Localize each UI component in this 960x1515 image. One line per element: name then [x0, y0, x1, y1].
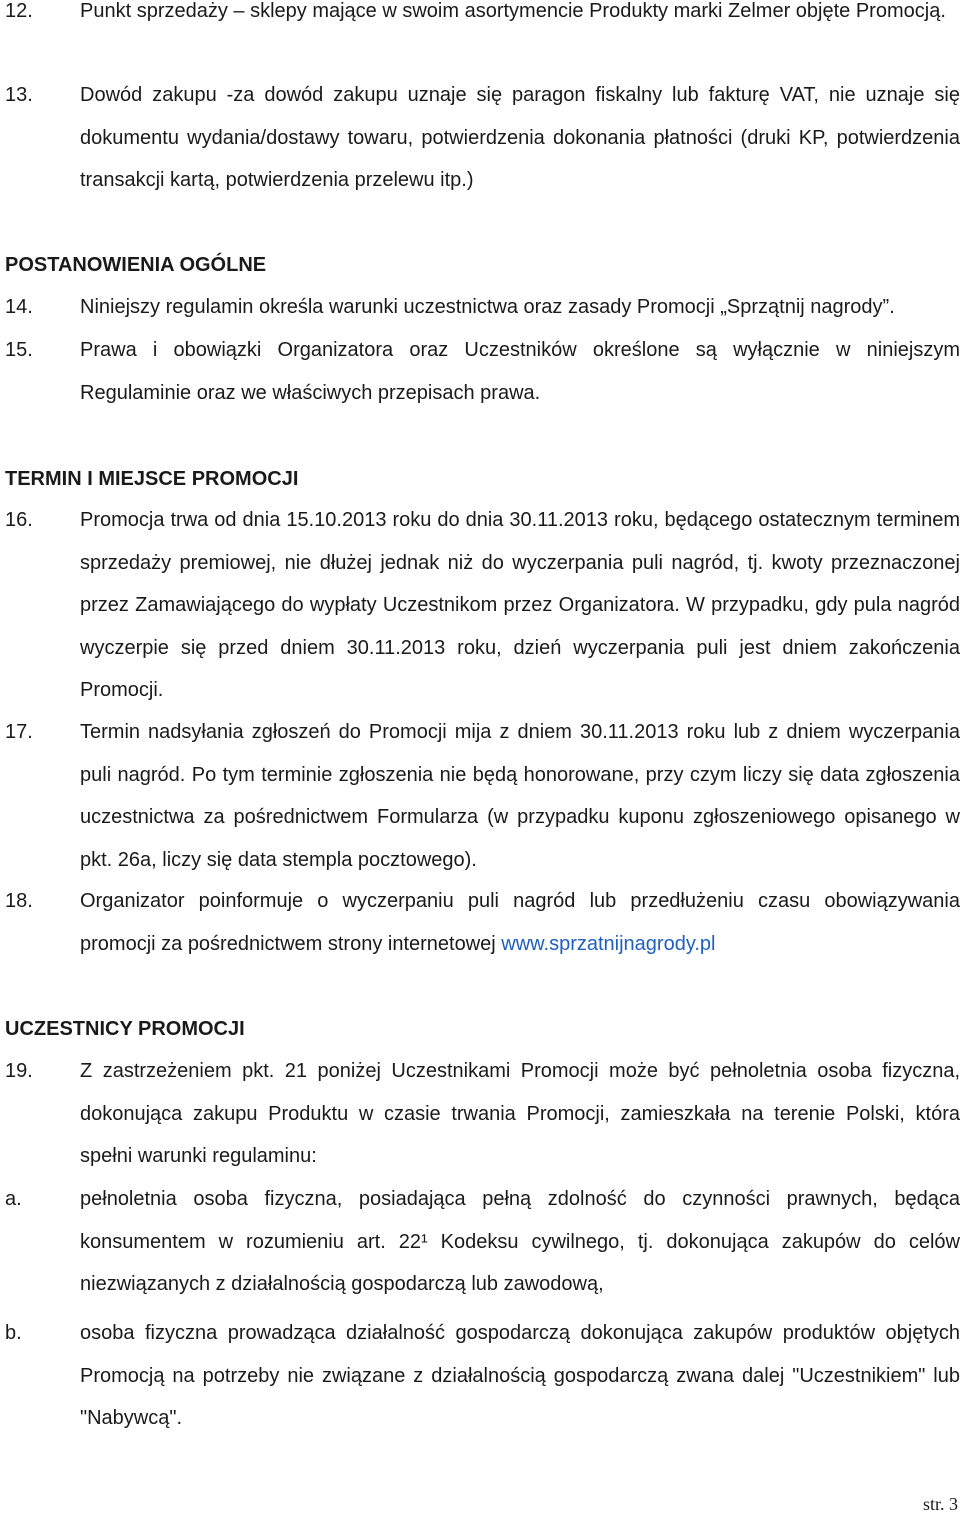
item-text: Niniejszy regulamin określa warunki uczestnictwa oraz zasady Promocji „Sprzątnij nagrody”.	[80, 296, 895, 318]
item-number: 15.	[5, 339, 33, 361]
item-text: Termin nadsyłania zgłoszeń do Promocji mija z dniem 30.11.2013 roku lub z dniem wyczerpania puli nagród. Po tym terminie zgłoszenia nie będą honorowane, przy czym liczy się data zgłoszenia uczestnictwa za pośrednictwem Formularza (w przypadku kuponu zgłoszeniowego opisanego w pkt. 26a, liczy się data stempla pocztowego).	[80, 721, 960, 871]
item-number: 17.	[5, 721, 33, 743]
item-letter: b.	[5, 1322, 22, 1344]
item-text-body: Organizator poinformuje o wyczerpaniu puli nagród lub przedłużeniu czasu obowiązywania promocji za pośrednictwem strony internetowej	[80, 890, 960, 955]
section-heading-uczestnicy: UCZESTNICY PROMOCJI	[5, 1018, 245, 1040]
item-text: osoba fizyczna prowadząca działalność gospodarczą dokonująca zakupów produktów objętych Promocją na potrzeby nie związane z działalnością gospodarczą zwana dalej "Uczestnikiem" lub "Nabywcą".	[80, 1322, 960, 1429]
website-link[interactable]: www.sprzatnijnagrody.pl	[501, 932, 716, 955]
item-letter: a.	[5, 1188, 22, 1210]
section-heading-postanowienia: POSTANOWIENIA OGÓLNE	[5, 254, 267, 276]
item-number: 16.	[5, 509, 33, 531]
item-number: 14.	[5, 296, 33, 318]
item-number: 19.	[5, 1060, 33, 1082]
section-heading-termin: TERMIN I MIEJSCE PROMOCJI	[5, 468, 299, 490]
item-text: pełnoletnia osoba fizyczna, posiadająca pełną zdolność do czynności prawnych, będąca konsumentem w rozumieniu art. 22¹ Kodeksu cywilnego, tj. dokonująca zakupów do celów niezwiązanych z działalnością gospodarczą lub zawodową,	[80, 1188, 960, 1295]
item-number: 18.	[5, 890, 33, 912]
page-number: str. 3	[922, 1494, 958, 1514]
item-text: Promocja trwa od dnia 15.10.2013 roku do dnia 30.11.2013 roku, będącego ostatecznym terminem sprzedaży premiowej, nie dłużej jednak niż do wyczerpania puli nagród, tj. kwoty przeznaczonej przez Zamawiającego do wypłaty Uczestnikom przez Organizatora. W przypadku, gdy pula nagród wyczerpie się przed dniem 30.11.2013 roku, dzień wyczerpania puli jest dniem zakończenia Promocji.	[80, 509, 960, 701]
item-text: Z zastrzeżeniem pkt. 21 poniżej Uczestnikami Promocji może być pełnoletnia osoba fizyczna, dokonująca zakupu Produktu w czasie trwania Promocji, zamieszkała na terenie Polski, która spełni warunki regulaminu:	[80, 1060, 960, 1167]
item-text: Prawa i obowiązki Organizatora oraz Uczestników określone są wyłącznie w niniejszym Regulaminie oraz we właściwych przepisach prawa.	[80, 339, 960, 404]
item-number: 13.	[5, 84, 33, 106]
item-text: Punkt sprzedaży – sklepy mające w swoim asortymencie Produkty marki Zelmer objęte Promocją.	[80, 0, 946, 22]
item-number: 12.	[5, 0, 33, 22]
item-text	[80, 880, 960, 965]
item-text: Dowód zakupu -za dowód zakupu uznaje się paragon fiskalny lub fakturę VAT, nie uznaje się dokumentu wydania/dostawy towaru, potwierdzenia dokonania płatności (druki KP, potwierdzenia transakcji kartą, potwierdzenia przelewu itp.)	[80, 84, 960, 191]
